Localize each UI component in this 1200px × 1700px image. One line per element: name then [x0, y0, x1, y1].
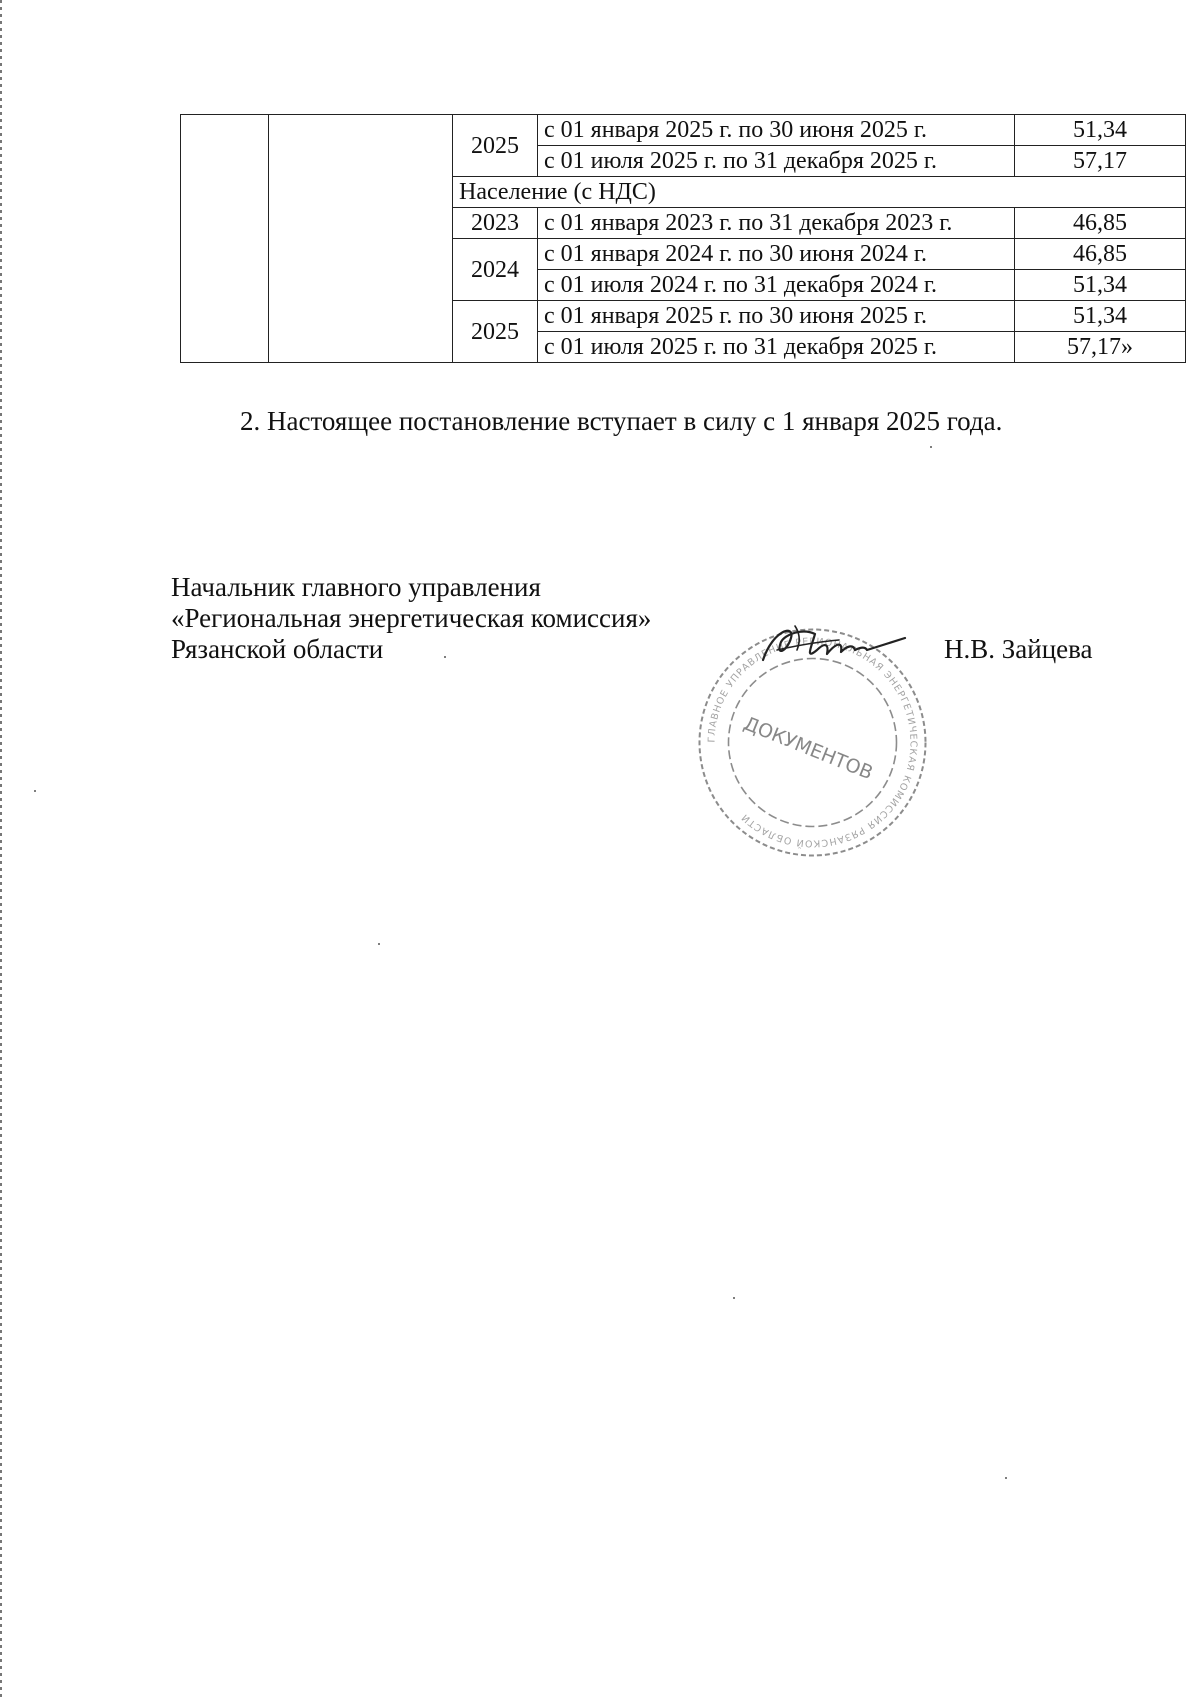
scan-speck [34, 790, 36, 792]
scan-speck [1005, 1477, 1007, 1479]
stamp-outer-text: ГЛАВНОЕ УПРАВЛЕНИЕ РЕГИОНАЛЬНАЯ ЭНЕРГЕТИЧЕСКАЯ КОМИССИЯ РЯЗАНСКОЙ ОБЛАСТИ [706, 636, 919, 849]
value-cell: 51,34 [1015, 301, 1186, 332]
period-cell: с 01 января 2024 г. по 30 июня 2024 г. [538, 239, 1015, 270]
signer-position-line: «Региональная энергетическая комиссия» [171, 603, 652, 633]
value-cell: 51,34 [1015, 270, 1186, 301]
year-cell: 2025 [453, 301, 538, 363]
signer-position-line: Рязанской области [171, 634, 384, 664]
period-cell: с 01 января 2025 г. по 30 июня 2025 г. [538, 301, 1015, 332]
value-cell: 46,85 [1015, 239, 1186, 270]
scan-speck [733, 1297, 735, 1299]
period-cell: с 01 июля 2025 г. по 31 декабря 2025 г. [538, 146, 1015, 177]
page-scan-edge [0, 0, 2, 1700]
group-header-cell: Население (с НДС) [453, 177, 1186, 208]
period-cell: с 01 июля 2024 г. по 31 декабря 2024 г. [538, 270, 1015, 301]
value-cell: 51,34 [1015, 115, 1186, 146]
year-cell: 2023 [453, 208, 538, 239]
scan-speck [444, 656, 446, 658]
scan-speck [930, 446, 932, 448]
handwritten-signature [755, 620, 915, 680]
year-cell: 2024 [453, 239, 538, 301]
period-cell: с 01 июля 2025 г. по 31 декабря 2025 г. [538, 332, 1015, 363]
value-cell: 46,85 [1015, 208, 1186, 239]
value-cell: 57,17 [1015, 146, 1186, 177]
signer-name: Н.В. Зайцева [944, 634, 1093, 664]
table-row [181, 115, 1186, 146]
year-cell: 2025 [453, 115, 538, 177]
value-cell: 57,17» [1015, 332, 1186, 363]
empty-column-cell [181, 115, 269, 363]
scan-speck [378, 943, 380, 945]
stamp-center-text: ДОКУМЕНТОВ [740, 712, 876, 785]
signer-position [171, 572, 651, 665]
empty-column-cell [269, 115, 453, 363]
tariff-table [180, 114, 1186, 363]
period-cell: с 01 января 2025 г. по 30 июня 2025 г. [538, 115, 1015, 146]
signer-position-line: Начальник главного управления [171, 572, 541, 602]
effective-date-paragraph: 2. Настоящее постановление вступает в силу с 1 января 2025 года. [240, 406, 1003, 436]
period-cell: с 01 января 2023 г. по 31 декабря 2023 г. [538, 208, 1015, 239]
